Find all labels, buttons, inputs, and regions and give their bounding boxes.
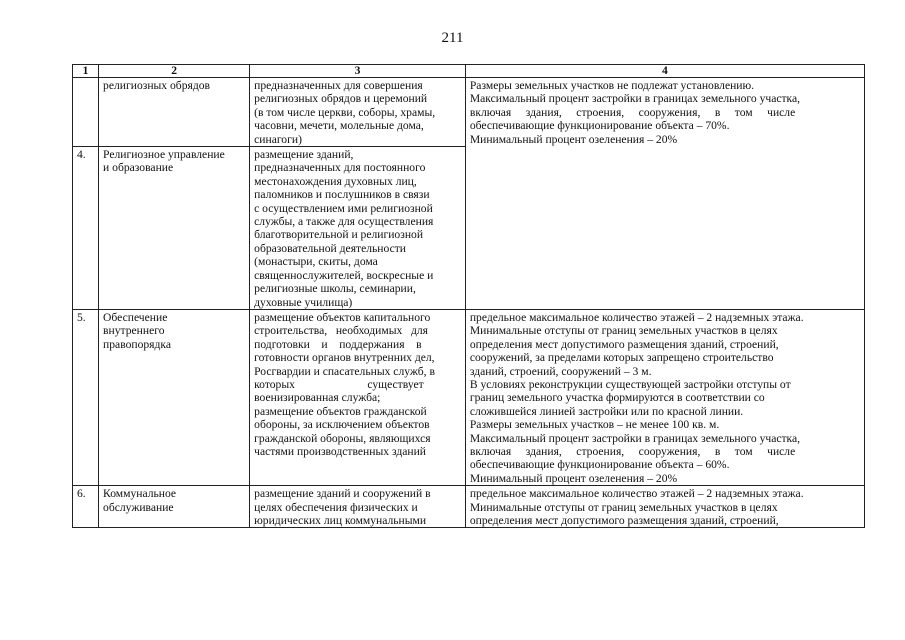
parameter-line: включая здания, строения, сооружения, в том числе [469, 444, 796, 458]
description-line: готовности органов внутренних дел, [254, 351, 435, 365]
parameter-line: определения мест допустимого размещения зданий, строений, [469, 514, 779, 527]
description-line: службы, а также для осуществления [254, 215, 434, 229]
parameter-line: сложившейся линией застройки или по красной линии. [469, 404, 744, 418]
description-line: духовные училища) [254, 295, 353, 309]
description-line: местонахождения духовных лиц, [254, 174, 417, 188]
column-header: 2 [99, 65, 250, 78]
use-name-cell [99, 147, 250, 310]
use-name-line: Коммунальное [103, 487, 177, 501]
description-line: Росгвардии и спасательных служб, в [254, 364, 435, 378]
parameter-line: включая здания, строения, сооружения, в том числе [469, 105, 796, 119]
description-line: размещение объектов капитального [254, 310, 431, 324]
parameter-line: обеспечивающие функционирование объекта – 60%. [469, 458, 730, 472]
parameter-line: предельное максимальное количество этажей – 2 надземных этажа. [469, 487, 804, 501]
description-line: целях обеспечения физических и [254, 500, 418, 514]
use-name-line: правопорядка [103, 337, 172, 351]
description-line: с осуществлением ими религиозной [254, 201, 433, 215]
parameter-line: Минимальные отступы от границ земельных участков в целях [469, 500, 778, 514]
page-number: 211 [441, 30, 464, 46]
use-name-line: и образование [103, 161, 174, 175]
description-line: образовательной деятельности [254, 241, 407, 255]
parameters-cell [465, 486, 864, 528]
parameter-line: границ земельного участка формируются в соответствии со [469, 391, 765, 405]
zoning-table [72, 64, 865, 528]
table-row [73, 309, 865, 485]
parameter-line: сооружений, за пределами которых запрещено строительство [469, 351, 774, 365]
column-header: 1 [73, 65, 99, 78]
description-line: размещение зданий, [254, 148, 354, 162]
table-header-row [73, 65, 865, 78]
use-name-cell [99, 486, 250, 528]
use-description-cell [250, 486, 466, 528]
description-line: обороны, за исключением объектов [254, 418, 430, 432]
description-line: которых существует [254, 377, 424, 391]
row-number [73, 78, 99, 147]
description-line: благотворительной и религиозной [254, 228, 424, 242]
description-line: часовни, мечети, молельные дома, [254, 119, 424, 133]
parameters-cell [465, 309, 864, 485]
description-line: (в том числе церкви, соборы, храмы, [254, 105, 436, 119]
column-header: 4 [465, 65, 864, 78]
column-header: 3 [250, 65, 466, 78]
parameter-line: Размеры земельных участков – не менее 100 кв. м. [469, 418, 720, 432]
description-line: предназначенных для совершения [254, 79, 423, 92]
description-line: размещение объектов гражданской [254, 404, 427, 418]
description-line: частями производственных зданий [254, 444, 426, 458]
parameter-line: зданий, строений, сооружений – 3 м. [469, 364, 652, 378]
parameter-line: Максимальный процент застройки в границах земельного участка, [469, 92, 801, 106]
use-description-cell [250, 78, 466, 147]
row-number: 6. [73, 486, 99, 528]
parameter-line: Максимальный процент застройки в границах земельного участка, [469, 431, 801, 445]
row-number: 5. [73, 309, 99, 485]
description-line: гражданской обороны, являющихся [254, 431, 431, 445]
parameter-line: В условиях реконструкции существующей застройки отступы от [469, 377, 791, 391]
parameter-line: Минимальные отступы от границ земельных участков в целях [469, 324, 778, 338]
description-line: священнослужителей, воскресные и [254, 268, 434, 282]
description-line: предназначенных для постоянного [254, 161, 426, 175]
parameter-line: Минимальный процент озеленения – 20% [469, 132, 678, 146]
use-name-line: обслуживание [103, 500, 174, 514]
description-line: паломников и послушников в связи [254, 188, 430, 202]
parameter-line: предельное максимальное количество этажей – 2 надземных этажа. [469, 310, 804, 324]
description-line: размещение зданий и сооружений в [254, 487, 431, 501]
use-name-line: внутреннего [103, 324, 165, 338]
use-name-line: Обеспечение [103, 310, 168, 324]
table-row [73, 78, 865, 147]
use-name-cell [99, 309, 250, 485]
use-description-cell [250, 147, 466, 310]
use-name-cell [99, 78, 250, 147]
description-line: (монастыри, скиты, дома [254, 255, 378, 269]
parameter-line: Минимальный процент озеленения – 20% [469, 471, 678, 485]
parameter-line: Размеры земельных участков не подлежат установлению. [469, 79, 755, 92]
parameters-cell [465, 78, 864, 310]
description-line: подготовки и поддержания в [254, 337, 422, 351]
use-name-line: Религиозное управление [103, 148, 225, 162]
description-line: строительства, необходимых для [254, 324, 429, 338]
parameter-line: определения мест допустимого размещения зданий, строений, [469, 337, 779, 351]
description-line: синагоги) [254, 132, 302, 146]
description-line: религиозных обрядов и церемоний [254, 92, 428, 106]
row-number: 4. [73, 147, 99, 310]
description-line: религиозные школы, семинарии, [254, 282, 416, 296]
use-description-cell [250, 309, 466, 485]
description-line: юридических лиц коммунальными [254, 514, 427, 527]
table-row [73, 486, 865, 528]
parameter-line: обеспечивающие функционирование объекта – 70%. [469, 119, 730, 133]
use-name-line: религиозных обрядов [103, 79, 211, 92]
description-line: военизированная служба; [254, 391, 381, 405]
